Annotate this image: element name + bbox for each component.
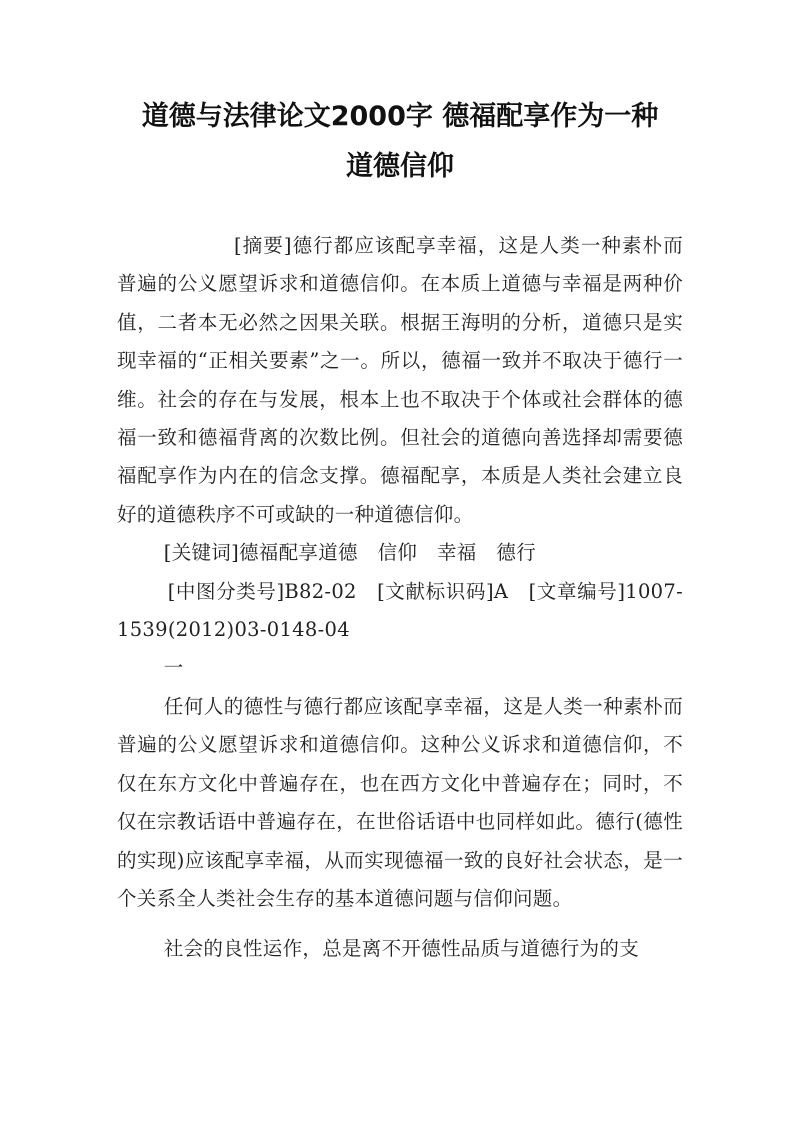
document-title <box>0 92 800 192</box>
title-line-2: 道德信仰 <box>346 151 454 182</box>
document-body <box>117 227 683 969</box>
classification-line: [中图分类号]B82-02 [文献标识码]A [文章编号]1007-1539(2012)03-0148-04 <box>117 579 683 642</box>
abstract-paragraph: [摘要]德行都应该配享幸福，这是人类一种素朴而普遍的公义愿望诉求和道德信仰。在本质上道德与幸福是两种价值，二者本无必然之因果关联。根据王海明的分析，道德只是实现幸福的“正相关要素”之一。所以，德福一致并不取决于德行一维。社会的存在与发展，根本上也不取决于个体或社会群体的德福一致和德福背离的次数比例。但社会的道德向善选择却需要德福配享作为内在的信念支撑。德福配享，本质是人类社会建立良好的道德秩序不可或缺的一种道德信仰。 <box>117 234 683 526</box>
title-line-1: 道德与法律论文2000字 德福配享作为一种 <box>141 101 659 132</box>
body-paragraph-1: 任何人的德性与德行都应该配享幸福，这是人类一种素朴而普遍的公义愿望诉求和道德信仰。这种公义诉求和道德信仰，不仅在东方文化中普遍存在，也在西方文化中普遍存在；同时，不仅在宗教话语中普遍存在，在世俗话语中也同样如此。德行(德性的实现)应该配享幸福，从而实现德福一致的良好社会状态，是一个关系全人类社会生存的基本道德问题与信仰问题。 <box>117 694 683 910</box>
body-paragraph-2: 社会的良性运作，总是离不开德性品质与道德行为的支 <box>163 937 639 961</box>
keywords-line: [关键词]德福配享道德 信仰 幸福 德行 <box>163 541 537 565</box>
section-number: 一 <box>163 656 184 680</box>
